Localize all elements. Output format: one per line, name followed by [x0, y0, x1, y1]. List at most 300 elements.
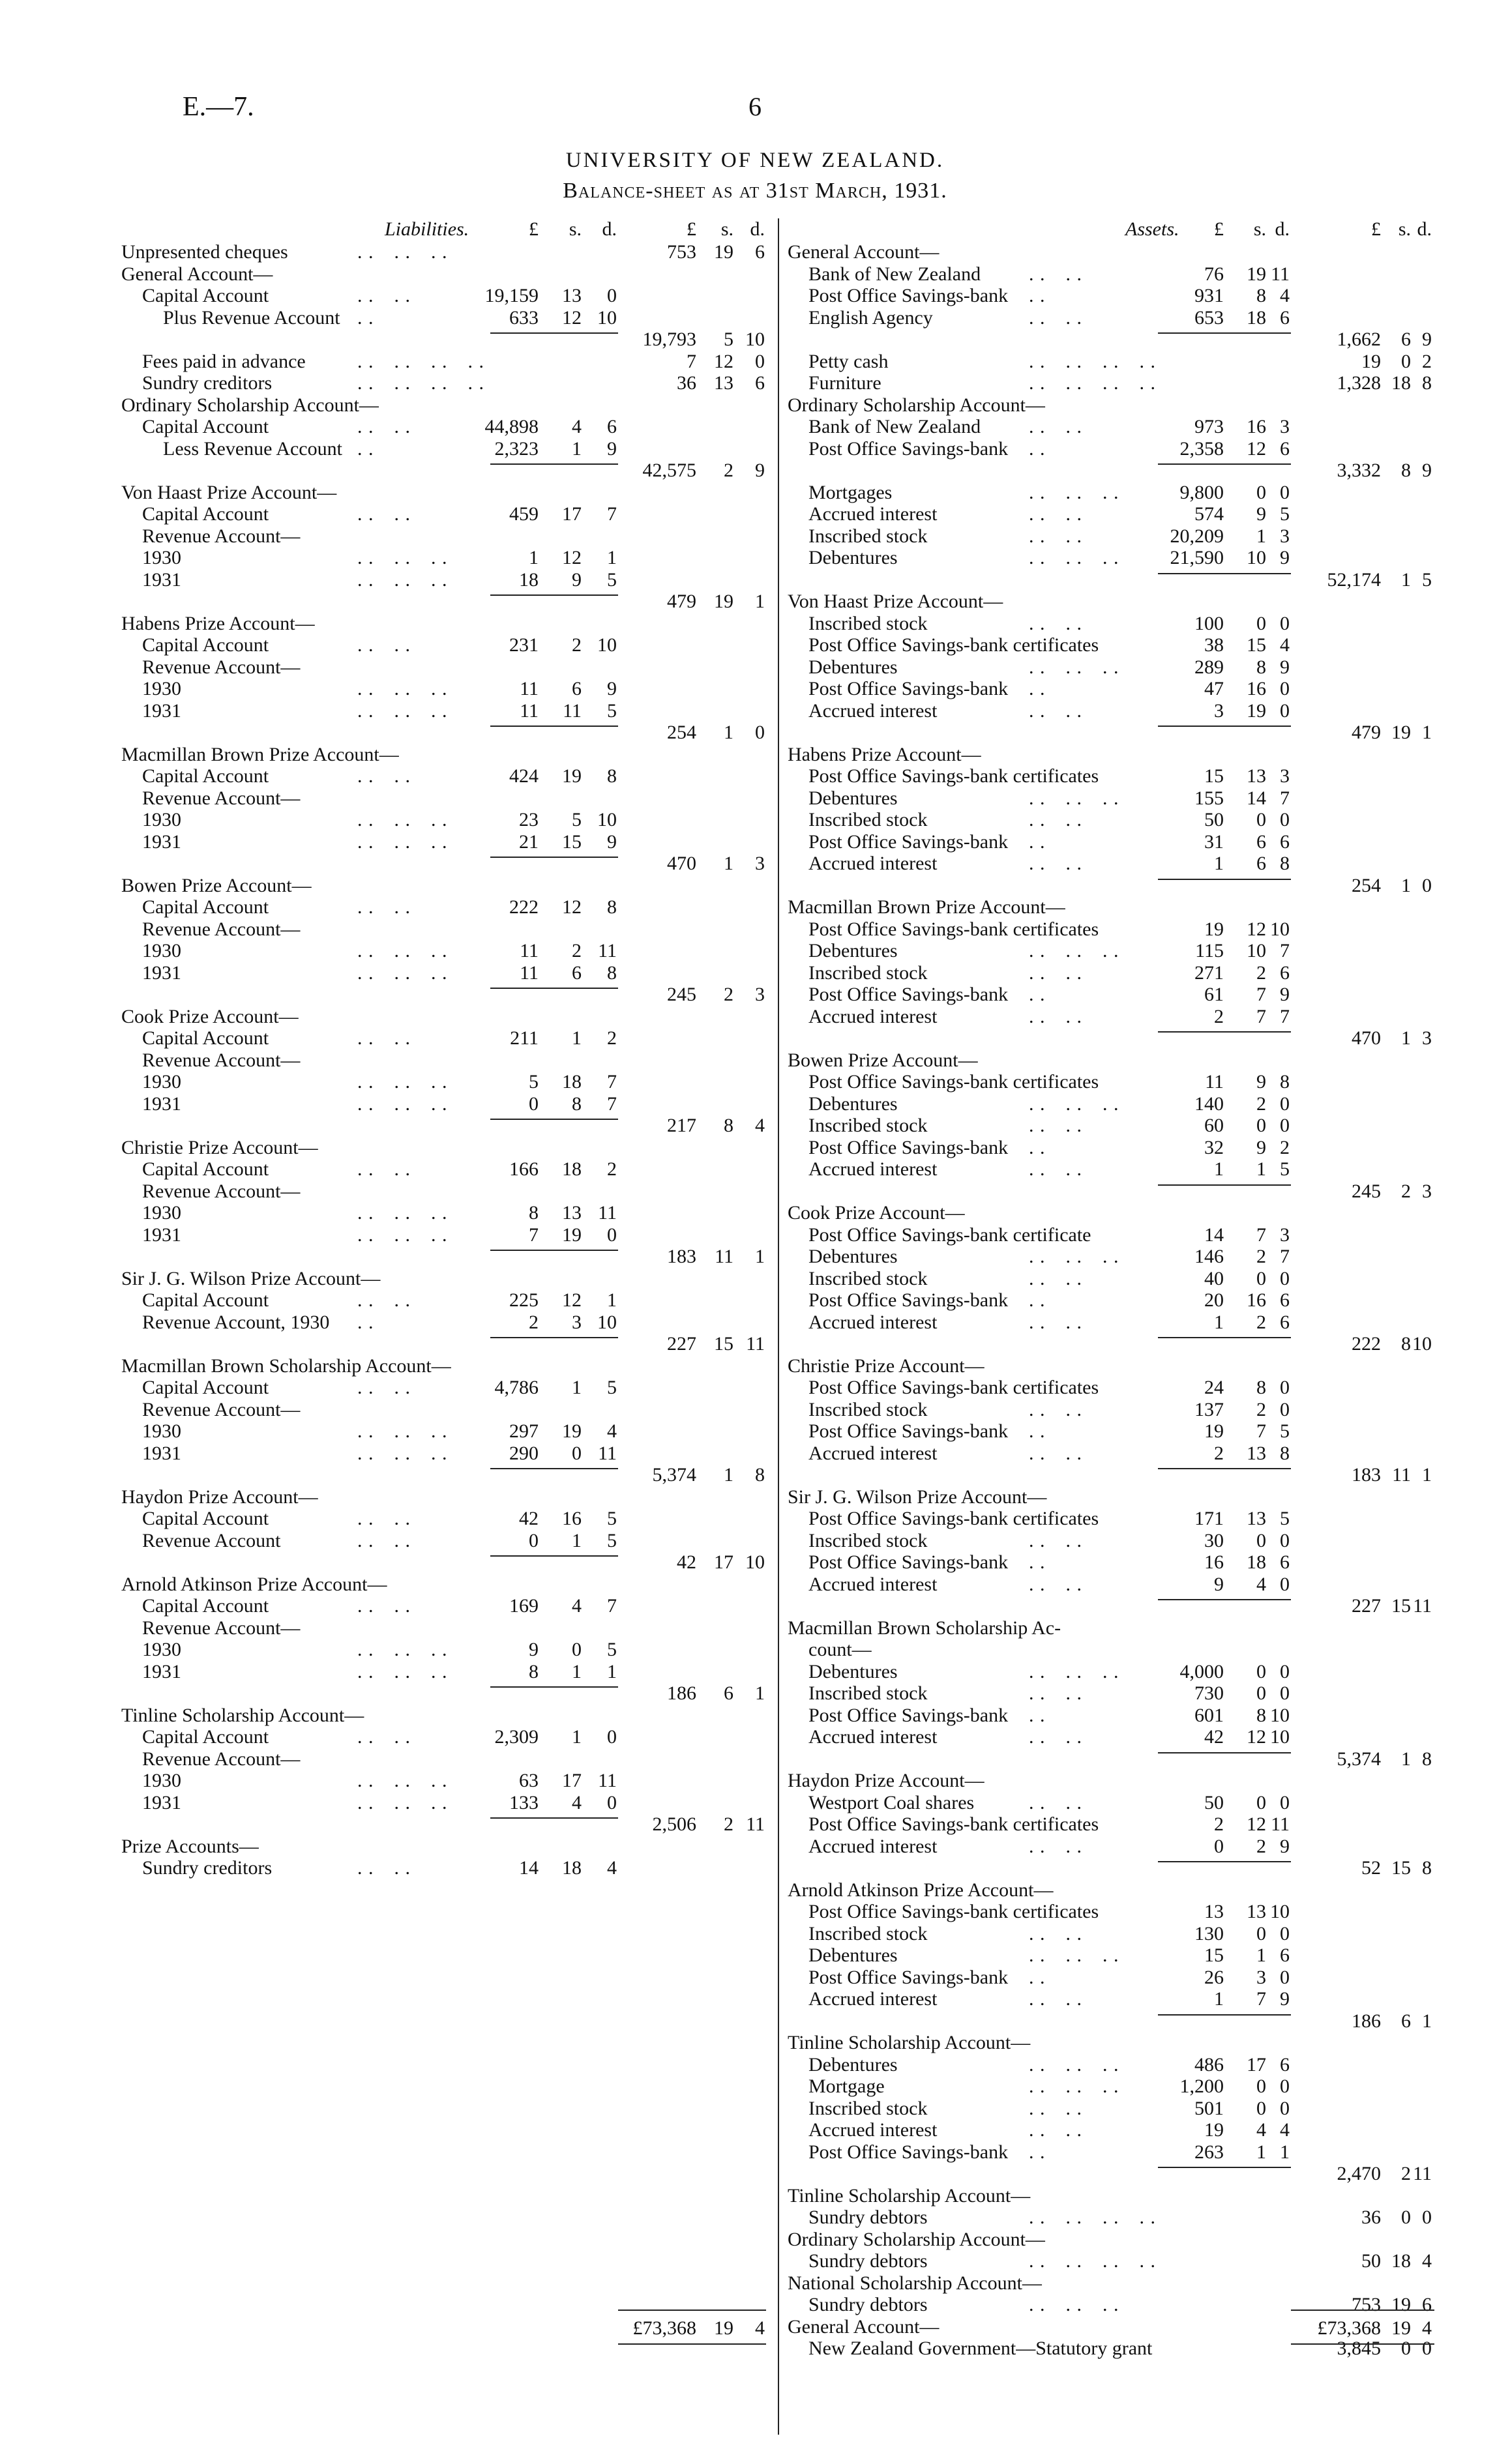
amount-shillings: 1	[572, 1377, 582, 1398]
amount-shillings: 1	[724, 1464, 733, 1486]
amount-shillings: 2	[1256, 961, 1266, 984]
amount-shillings: 7	[1256, 1420, 1266, 1442]
amount-pence: 0	[1280, 809, 1290, 830]
amount-pounds: 32	[1204, 1136, 1224, 1158]
total-rule	[1291, 2343, 1434, 2345]
amount-pence: 0	[1280, 1115, 1290, 1136]
amount-shillings: 4	[1256, 2119, 1266, 2141]
entry-label: Capital Account	[142, 503, 269, 525]
amount-pence: 3	[1422, 1180, 1432, 1202]
total-rule	[1291, 2310, 1434, 2311]
amount-pence: 4	[1280, 285, 1290, 306]
amount-pounds: 9,800	[1179, 481, 1224, 503]
entry-label: 1930	[142, 809, 181, 830]
entry-label: Revenue Account—	[142, 1180, 301, 1202]
amount-pounds: 14	[519, 1857, 539, 1879]
amount-pence: 0	[1280, 1093, 1290, 1115]
amount-pence: 7	[1280, 940, 1290, 961]
amount-shillings: 18	[1247, 306, 1266, 329]
account-heading: Tinline Scholarship Account—	[788, 2184, 1031, 2207]
amount-shillings: 1	[572, 1660, 582, 1682]
amount-pence: 5	[607, 568, 617, 591]
amount-pence: 11	[598, 940, 617, 961]
amount-pence: 8	[1280, 1071, 1290, 1093]
entry-label: Sundry debtors	[808, 2250, 928, 2272]
amount-pounds: 931	[1194, 285, 1224, 306]
account-heading: Bowen Prize Account—	[121, 874, 312, 896]
amount-shillings: 12	[562, 547, 582, 568]
amount-shillings: 15	[1391, 1595, 1411, 1617]
account-heading: National Scholarship Account—	[788, 2272, 1042, 2294]
column-header: £	[687, 218, 696, 240]
liabilities-heading: Liabilities.	[385, 218, 469, 240]
amount-pounds: 186	[1352, 2010, 1381, 2032]
amount-pounds: 254	[1352, 874, 1381, 896]
leader-dots: . .	[357, 437, 374, 460]
amount-pounds: 2,309	[494, 1726, 539, 1748]
amount-pounds: 20,209	[1170, 525, 1224, 547]
amount-pounds: 30	[1204, 1529, 1224, 1551]
amount-pounds: 50	[1361, 2250, 1381, 2272]
amount-shillings: 13	[1247, 1901, 1266, 1922]
amount-shillings: 12	[562, 306, 582, 329]
amount-shillings: 6	[1401, 2010, 1411, 2032]
amount-shillings: 6	[572, 678, 582, 699]
entry-label: Westport Coal shares	[808, 1791, 975, 1813]
leader-dots: . . . .	[357, 1857, 411, 1879]
entry-label: 1931	[142, 830, 181, 853]
amount-shillings: 0	[1256, 1791, 1266, 1813]
amount-pounds: 479	[667, 591, 696, 612]
entry-label: Accrued interest	[808, 1442, 938, 1464]
entry-label: 1930	[142, 1770, 181, 1791]
entry-label: 1930	[142, 1639, 181, 1660]
amount-shillings: 15	[1247, 634, 1266, 656]
account-heading: Bowen Prize Account—	[788, 1049, 978, 1071]
entry-label: Inscribed stock	[808, 1398, 928, 1420]
amount-shillings: 1	[724, 722, 733, 743]
amount-shillings: 0	[572, 1442, 582, 1464]
amount-pence: 0	[755, 722, 765, 743]
leader-dots: . .	[1029, 1136, 1046, 1158]
leader-dots: . . . . . .	[1029, 2075, 1119, 2097]
amount-shillings: 6	[1256, 853, 1266, 874]
amount-pence: 4	[1280, 2119, 1290, 2141]
amount-pence: 6	[1280, 2053, 1290, 2075]
amount-pounds: 42	[519, 1508, 539, 1529]
amount-pence: 5	[1280, 1508, 1290, 1529]
entry-label: Post Office Savings-bank	[808, 1551, 1009, 1573]
amount-pounds: 2,323	[494, 437, 539, 460]
entry-label: Capital Account	[142, 1158, 269, 1180]
leader-dots: . . . .	[1029, 1115, 1082, 1136]
leader-dots: . . . . . .	[357, 1660, 448, 1682]
amount-shillings: 13	[562, 1202, 582, 1224]
account-heading: Christie Prize Account—	[788, 1355, 984, 1377]
amount-pounds: 19	[1204, 1420, 1224, 1442]
entry-label: Revenue Account—	[142, 1049, 301, 1071]
leader-dots: . . . . . .	[357, 1420, 448, 1442]
amount-pounds: 7	[687, 350, 696, 372]
amount-pounds: 19,159	[484, 285, 539, 306]
amount-pounds: 254	[667, 722, 696, 743]
amount-pounds: 4,000	[1179, 1660, 1224, 1682]
entry-label: Debentures	[808, 547, 898, 568]
entry-label: Post Office Savings-bank	[808, 984, 1009, 1005]
account-heading: General Account—	[121, 263, 273, 285]
amount-pence: 1	[755, 1246, 765, 1267]
entry-label: Post Office Savings-bank	[808, 437, 1009, 460]
entry-label: 1931	[142, 1224, 181, 1246]
leader-dots: . . . .	[1029, 525, 1082, 547]
amount-pounds: 2	[529, 1311, 539, 1333]
entry-label: 1931	[142, 1660, 181, 1682]
entry-label: Sundry creditors	[142, 1857, 273, 1879]
amount-shillings: 16	[1247, 678, 1266, 699]
leader-dots: . . . . . .	[1029, 2294, 1119, 2315]
amount-pence: 0	[1280, 1529, 1290, 1551]
amount-shillings: 19	[562, 1420, 582, 1442]
column-header: s.	[1253, 218, 1266, 240]
column-header: £	[529, 218, 539, 240]
leader-dots: . . . .	[1029, 1311, 1082, 1333]
amount-pence: 6	[1280, 306, 1290, 329]
amount-pounds: 753	[1352, 2294, 1381, 2315]
leader-dots: . . . . . .	[357, 961, 448, 984]
amount-pence: 10	[745, 329, 765, 350]
leader-dots: . . . .	[1029, 1158, 1082, 1180]
amount-pence: 0	[1280, 1573, 1290, 1595]
entry-label: Mortgages	[808, 481, 893, 503]
amount-pounds: 183	[1352, 1464, 1381, 1486]
entry-label: Sundry debtors	[808, 2294, 928, 2315]
amount-pence: 10	[1412, 1333, 1432, 1355]
entry-label: Revenue Account	[142, 1529, 281, 1551]
amount-pence: 4	[1280, 634, 1290, 656]
entry-label: Accrued interest	[808, 699, 938, 722]
leader-dots: . . . . . .	[1029, 1944, 1119, 1966]
amount-pence: 10	[745, 1551, 765, 1573]
amount-shillings: 0	[572, 1639, 582, 1660]
amount-pence: 10	[1270, 918, 1290, 940]
entry-label: Inscribed stock	[808, 1682, 928, 1704]
entry-label: Debentures	[808, 1246, 898, 1267]
account-heading: Habens Prize Account—	[121, 612, 315, 634]
amount-pence: 7	[607, 503, 617, 525]
entry-label: Debentures	[808, 2053, 898, 2075]
account-heading: Prize Accounts—	[121, 1835, 259, 1857]
leader-dots: . .	[1029, 1420, 1046, 1442]
amount-pence: 4	[607, 1420, 617, 1442]
amount-shillings: 1	[724, 853, 733, 874]
amount-pence: 10	[597, 634, 617, 656]
entry-label: Capital Account	[142, 1595, 269, 1617]
leader-dots: . .	[1029, 1966, 1046, 1988]
column-header: s.	[720, 218, 733, 240]
leader-dots: . . . . . . . .	[1029, 372, 1156, 394]
page-title: UNIVERSITY OF NEW ZEALAND.	[565, 149, 945, 172]
amount-pence: 5	[1280, 1158, 1290, 1180]
amount-pounds: 60	[1204, 1115, 1224, 1136]
leader-dots: . . . .	[357, 1158, 411, 1180]
amount-pence: 1	[607, 1289, 617, 1311]
amount-pounds: 40	[1204, 1267, 1224, 1289]
entry-label: Inscribed stock	[808, 1267, 928, 1289]
amount-pounds: 424	[509, 765, 539, 787]
entry-label: Post Office Savings-bank	[808, 1420, 1009, 1442]
leader-dots: . . . . . .	[357, 1791, 448, 1813]
amount-pounds: 227	[667, 1333, 696, 1355]
entry-label: Capital Account	[142, 1377, 269, 1398]
grand-total: 4	[755, 2317, 765, 2339]
grand-total: £73,368	[1317, 2317, 1381, 2339]
account-heading: Ordinary Scholarship Account—	[121, 394, 379, 416]
leader-dots: . . . .	[1029, 1005, 1082, 1027]
account-heading: Ordinary Scholarship Account—	[788, 394, 1045, 416]
entry-label: Accrued interest	[808, 2119, 938, 2141]
amount-shillings: 17	[562, 1770, 582, 1791]
amount-shillings: 19	[562, 1224, 582, 1246]
amount-shillings: 17	[562, 503, 582, 525]
amount-pence: 0	[607, 1726, 617, 1748]
amount-pounds: 3	[1214, 699, 1224, 722]
amount-pence: 9	[1280, 984, 1290, 1005]
amount-shillings: 1	[572, 1027, 582, 1049]
amount-shillings: 0	[1401, 350, 1411, 372]
amount-pence: 11	[1413, 1595, 1432, 1617]
amount-shillings: 0	[1256, 1115, 1266, 1136]
amount-shillings: 19	[1247, 699, 1266, 722]
amount-pence: 6	[1280, 1289, 1290, 1311]
amount-shillings: 8	[1256, 656, 1266, 678]
entry-label: 1931	[142, 568, 181, 591]
leader-dots: . . . .	[357, 416, 411, 437]
leader-dots: . . . . . . . .	[1029, 350, 1156, 372]
amount-pence: 6	[1280, 830, 1290, 853]
amount-pounds: 19,793	[642, 329, 696, 350]
amount-pence: 9	[1280, 547, 1290, 568]
amount-pounds: 0	[1214, 1835, 1224, 1857]
amount-shillings: 4	[572, 416, 582, 437]
amount-pence: 5	[607, 1377, 617, 1398]
entry-label: Revenue Account—	[142, 1617, 301, 1639]
amount-shillings: 0	[1256, 1922, 1266, 1944]
amount-pence: 11	[598, 1442, 617, 1464]
amount-pounds: 19	[1204, 2119, 1224, 2141]
entry-label: Accrued interest	[808, 1988, 938, 2010]
amount-shillings: 18	[562, 1071, 582, 1093]
amount-pounds: 3,845	[1337, 2338, 1381, 2359]
amount-shillings: 6	[1256, 830, 1266, 853]
entry-label: Revenue Account—	[142, 787, 301, 809]
amount-pounds: 601	[1194, 1704, 1224, 1726]
entry-label: Capital Account	[142, 1508, 269, 1529]
amount-shillings: 7	[1256, 1005, 1266, 1027]
amount-pence: 6	[1280, 437, 1290, 460]
amount-shillings: 18	[562, 1158, 582, 1180]
amount-pounds: 31	[1204, 830, 1224, 853]
amount-pounds: 459	[509, 503, 539, 525]
amount-shillings: 0	[1256, 2097, 1266, 2119]
amount-pence: 11	[1271, 1813, 1290, 1835]
amount-pounds: 155	[1194, 787, 1224, 809]
amount-pence: 9	[1280, 656, 1290, 678]
entry-label: count—	[808, 1639, 872, 1660]
amount-pence: 8	[1422, 372, 1432, 394]
account-heading: Sir J. G. Wilson Prize Account—	[121, 1267, 381, 1289]
leader-dots: . . . . . .	[357, 1770, 448, 1791]
amount-pence: 0	[1422, 874, 1432, 896]
leader-dots: . .	[1029, 830, 1046, 853]
amount-shillings: 11	[563, 699, 582, 722]
entry-label: Post Office Savings-bank certificates	[808, 1071, 1099, 1093]
amount-pounds: 297	[509, 1420, 539, 1442]
amount-pounds: 5,374	[1337, 1748, 1381, 1770]
amount-pounds: 1	[1214, 853, 1224, 874]
amount-shillings: 7	[1256, 984, 1266, 1005]
amount-pounds: 501	[1194, 2097, 1224, 2119]
amount-pence: 9	[607, 830, 617, 853]
amount-shillings: 11	[715, 1246, 733, 1267]
amount-pounds: 3,332	[1337, 460, 1381, 481]
amount-pounds: 19	[1204, 918, 1224, 940]
amount-pence: 0	[755, 350, 765, 372]
amount-pounds: 1	[1214, 1311, 1224, 1333]
leader-dots: . . . .	[357, 1027, 411, 1049]
amount-shillings: 8	[572, 1093, 582, 1115]
grand-total: £73,368	[632, 2317, 696, 2339]
leader-dots: . . . . . .	[357, 1071, 448, 1093]
amount-pence: 7	[607, 1071, 617, 1093]
amount-pounds: 140	[1194, 1093, 1224, 1115]
entry-label: 1930	[142, 1420, 181, 1442]
amount-pence: 7	[1280, 1005, 1290, 1027]
account-heading: Macmillan Brown Prize Account—	[788, 896, 1065, 918]
entry-label: Accrued interest	[808, 853, 938, 874]
amount-pence: 11	[598, 1770, 617, 1791]
amount-shillings: 1	[1401, 1748, 1411, 1770]
amount-shillings: 7	[1256, 1224, 1266, 1246]
amount-shillings: 10	[1247, 940, 1266, 961]
account-heading: Arnold Atkinson Prize Account—	[788, 1879, 1054, 1901]
leader-dots: . . . .	[357, 1726, 411, 1748]
leader-dots: . . . .	[357, 1289, 411, 1311]
amount-pounds: 11	[520, 961, 539, 984]
amount-pence: 0	[1280, 1398, 1290, 1420]
leader-dots: . . . .	[1029, 961, 1082, 984]
amount-shillings: 0	[1256, 481, 1266, 503]
amount-shillings: 1	[572, 1726, 582, 1748]
amount-pence: 1	[755, 1682, 765, 1704]
amount-shillings: 4	[1256, 1573, 1266, 1595]
leader-dots: . . . . . . . .	[1029, 2207, 1156, 2228]
amount-pounds: 290	[509, 1442, 539, 1464]
entry-label: Capital Account	[142, 765, 269, 787]
amount-pounds: 18	[519, 568, 539, 591]
amount-pounds: 146	[1194, 1246, 1224, 1267]
amount-pence: 11	[1413, 2163, 1432, 2184]
amount-pounds: 63	[519, 1770, 539, 1791]
leader-dots: . . . . . .	[357, 699, 448, 722]
leader-dots: . . . .	[357, 503, 411, 525]
amount-shillings: 3	[1256, 1966, 1266, 1988]
entry-label: Post Office Savings-bank	[808, 1966, 1009, 1988]
amount-pounds: 15	[1204, 765, 1224, 787]
leader-dots: . . . .	[1029, 1529, 1082, 1551]
leader-dots: . . . .	[1029, 2119, 1082, 2141]
amount-shillings: 10	[1247, 547, 1266, 568]
account-heading: Cook Prize Account—	[788, 1202, 965, 1224]
amount-shillings: 1	[1256, 2141, 1266, 2163]
entry-label: Post Office Savings-bank certificates	[808, 1377, 1099, 1398]
column-header: £	[1371, 218, 1381, 240]
entry-label: Post Office Savings-bank certificates	[808, 1508, 1099, 1529]
amount-pence: 0	[1422, 2338, 1432, 2359]
amount-shillings: 12	[1247, 1726, 1266, 1748]
amount-pounds: 479	[1352, 722, 1381, 743]
amount-shillings: 1	[1401, 1027, 1411, 1049]
amount-shillings: 2	[724, 1813, 733, 1835]
amount-shillings: 13	[1247, 1442, 1266, 1464]
amount-pounds: 11	[520, 940, 539, 961]
leader-dots: . . . . . . . .	[357, 350, 484, 372]
amount-shillings: 19	[1391, 722, 1411, 743]
amount-shillings: 2	[1256, 1246, 1266, 1267]
leader-dots: . . . .	[357, 634, 411, 656]
entry-label: Revenue Account—	[142, 918, 301, 940]
amount-pounds: 1,662	[1337, 329, 1381, 350]
amount-shillings: 13	[1247, 765, 1266, 787]
amount-shillings: 1	[1256, 1158, 1266, 1180]
amount-shillings: 8	[1256, 1704, 1266, 1726]
account-heading: Unpresented cheques	[121, 241, 288, 263]
amount-pounds: 186	[667, 1682, 696, 1704]
amount-pounds: 50	[1204, 1791, 1224, 1813]
amount-pence: 4	[607, 1857, 617, 1879]
amount-pence: 10	[1270, 1726, 1290, 1748]
leader-dots: . . . .	[357, 1377, 411, 1398]
amount-pence: 9	[607, 437, 617, 460]
amount-shillings: 5	[724, 329, 733, 350]
amount-pence: 6	[607, 416, 617, 437]
leader-dots: . . . . . .	[357, 830, 448, 853]
leader-dots: . . . . . .	[357, 678, 448, 699]
leader-dots: . . . . . .	[357, 1224, 448, 1246]
amount-shillings: 1	[1401, 874, 1411, 896]
amount-shillings: 0	[1256, 1660, 1266, 1682]
account-heading: Cook Prize Account—	[121, 1005, 299, 1027]
amount-pence: 0	[1280, 1682, 1290, 1704]
amount-pounds: 9	[529, 1639, 539, 1660]
amount-pounds: 245	[1352, 1180, 1381, 1202]
amount-pence: 0	[1280, 1377, 1290, 1398]
amount-shillings: 6	[572, 961, 582, 984]
amount-shillings: 16	[562, 1508, 582, 1529]
amount-pence: 5	[1422, 568, 1432, 591]
amount-shillings: 0	[1256, 2075, 1266, 2097]
entry-label: Revenue Account, 1930	[142, 1311, 330, 1333]
amount-pence: 6	[1280, 1944, 1290, 1966]
entry-label: Post Office Savings-bank certificates	[808, 918, 1099, 940]
amount-pounds: 5	[529, 1071, 539, 1093]
amount-pence: 5	[1280, 1420, 1290, 1442]
entry-label: Bank of New Zealand	[808, 263, 981, 285]
amount-shillings: 4	[572, 1595, 582, 1617]
amount-pence: 2	[1422, 350, 1432, 372]
amount-shillings: 5	[572, 809, 582, 830]
entry-label: Post Office Savings-bank	[808, 678, 1009, 699]
entry-label: Debentures	[808, 1660, 898, 1682]
